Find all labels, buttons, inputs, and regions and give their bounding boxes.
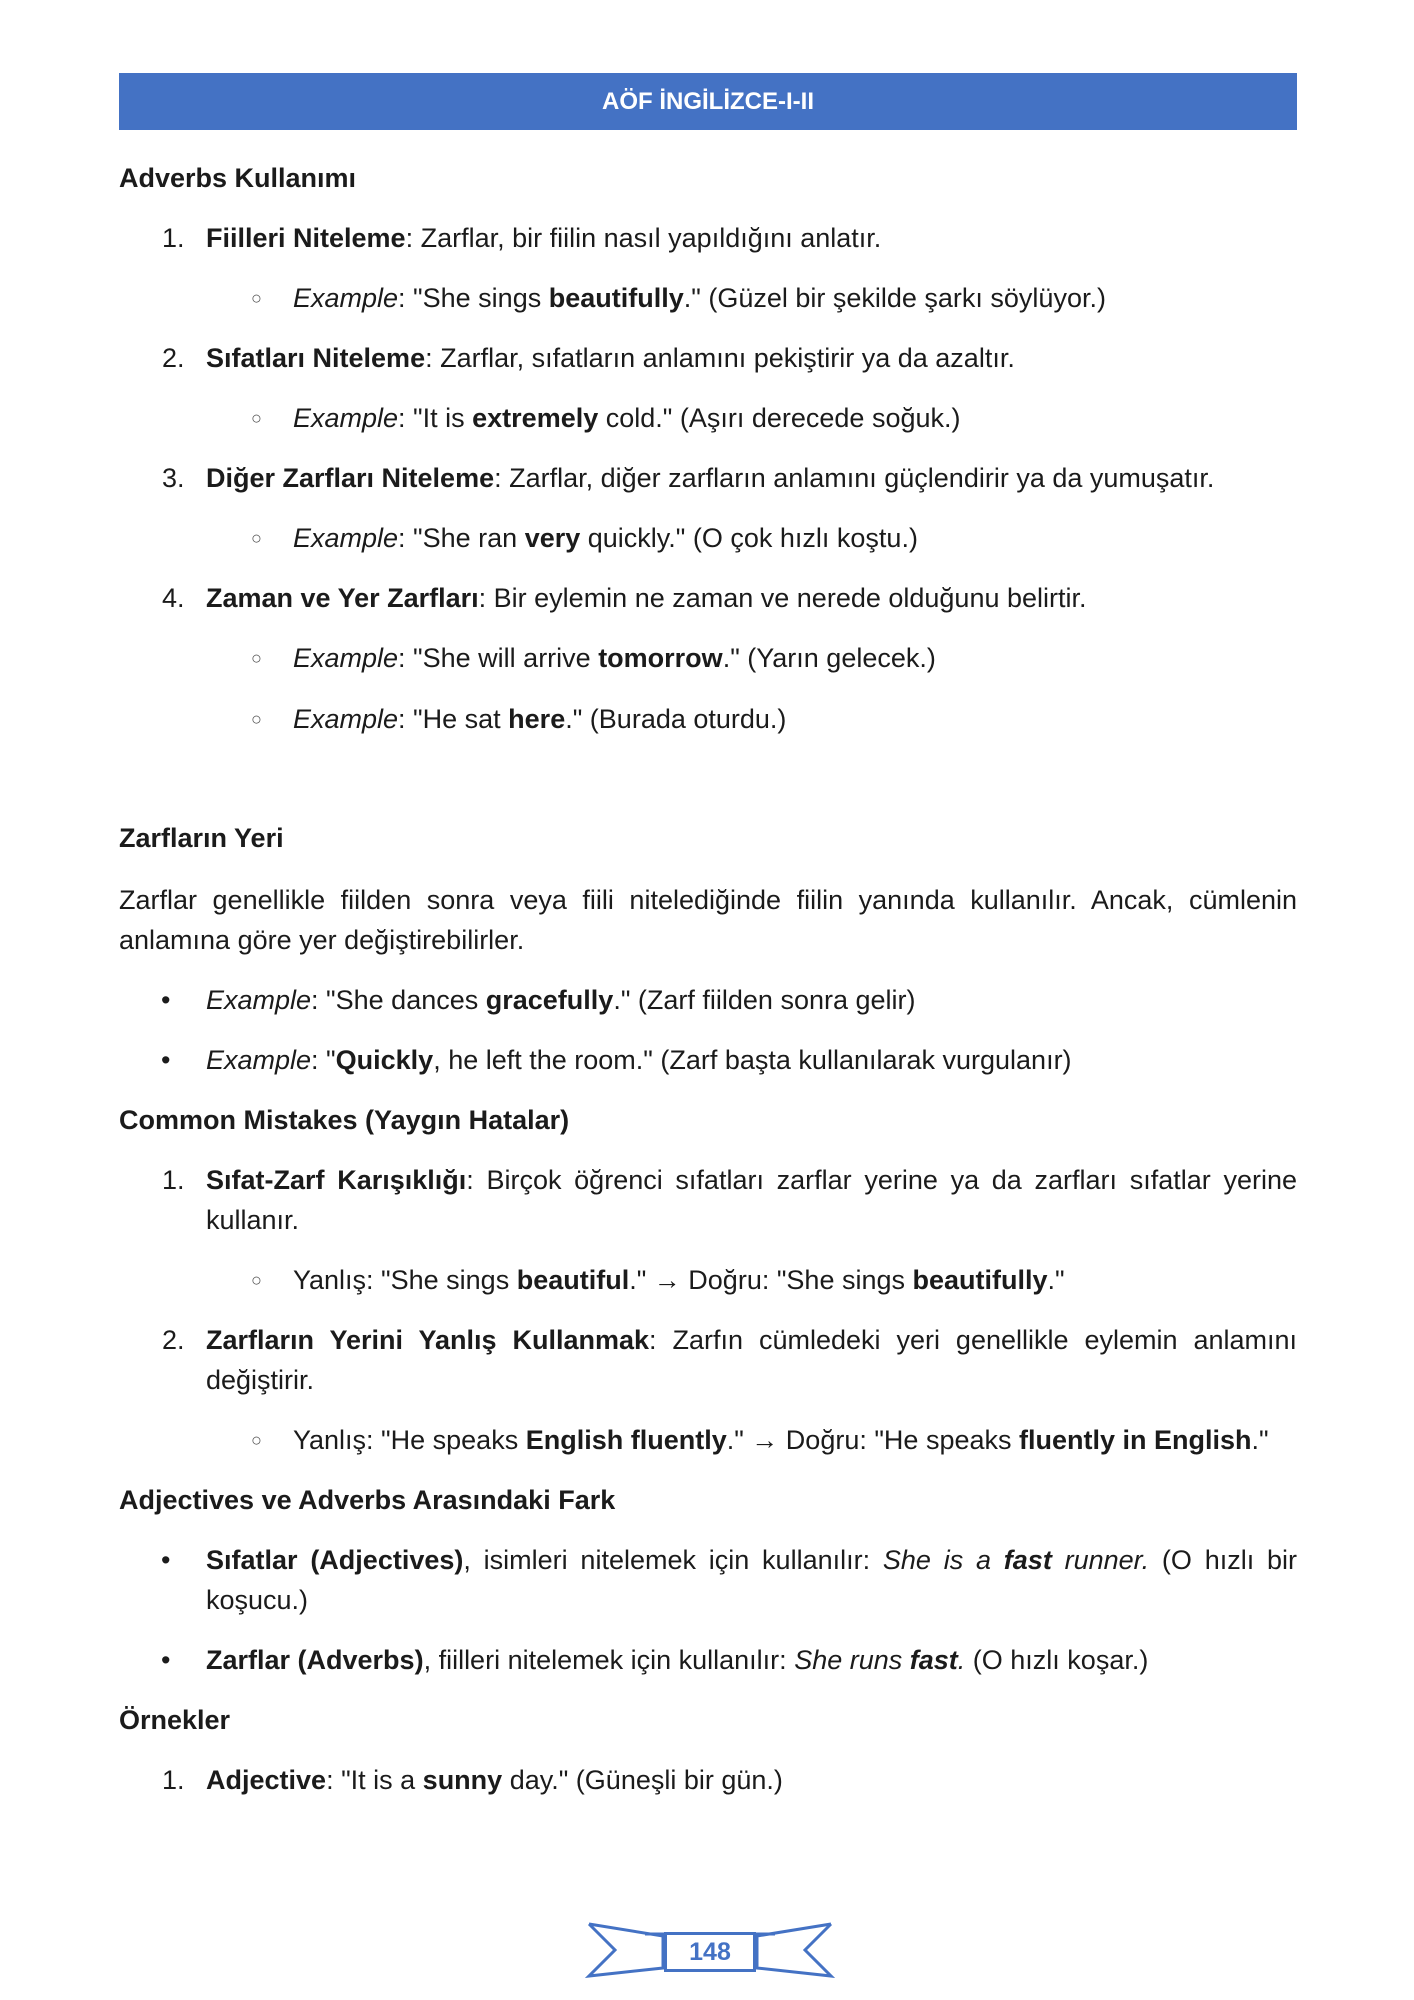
list-number: 4. bbox=[162, 583, 185, 613]
example-italic: She runs bbox=[794, 1645, 910, 1675]
example-label: Example bbox=[293, 643, 399, 673]
description: , fiilleri nitelemek için kullanılır: bbox=[423, 1645, 795, 1675]
example-text: ." (Zarf fiilden sonra gelir) bbox=[613, 985, 916, 1015]
description: : Zarfın cümledeki yeri genellikle eylemin anlamını değiştirir. bbox=[206, 1325, 1298, 1395]
list-item bbox=[119, 338, 1297, 378]
example-text: : "She sings bbox=[398, 283, 549, 313]
list-item bbox=[119, 218, 1297, 258]
example-italic: . bbox=[957, 1645, 966, 1675]
example-bold: tomorrow bbox=[598, 643, 723, 673]
example-label: Example bbox=[293, 523, 399, 553]
section-heading-common-mistakes: Common Mistakes (Yaygın Hatalar) bbox=[119, 1105, 570, 1135]
example-bold: English fluently bbox=[525, 1425, 727, 1455]
page-number-ribbon bbox=[585, 1920, 835, 1980]
term: Zarflar (Adverbs) bbox=[206, 1645, 424, 1675]
list-number: 1. bbox=[162, 1765, 185, 1795]
section-heading-adverbs-usage: Adverbs Kullanımı bbox=[119, 163, 357, 193]
example-bold: beautifully bbox=[912, 1265, 1048, 1295]
bullet-item bbox=[119, 980, 1297, 1020]
description: : Birçok öğrenci sıfatları zarflar yerine ya da zarfları sıfatlar yerine kullanır. bbox=[206, 1165, 1297, 1235]
example-text: : "It is a bbox=[326, 1765, 423, 1795]
circle-bullet-icon: ○ bbox=[251, 709, 262, 729]
example-item bbox=[119, 1260, 1297, 1300]
bullet-item bbox=[119, 1640, 1297, 1680]
example-text: ." (Burada oturdu.) bbox=[565, 704, 787, 734]
list-item bbox=[119, 458, 1297, 498]
example-text: ." → Doğru: "She sings bbox=[629, 1265, 913, 1295]
term: Sıfatları Niteleme bbox=[206, 343, 426, 373]
header-title: AÖF İNGİLİZCE-I-II bbox=[602, 87, 814, 115]
example-item bbox=[119, 398, 1297, 438]
example-text: day." (Güneşli bir gün.) bbox=[502, 1765, 783, 1795]
description: : Zarflar, sıfatların anlamını pekiştirir ya da azaltır. bbox=[425, 343, 1015, 373]
example-text: : "He sat bbox=[398, 704, 509, 734]
example-italic: She is a bbox=[882, 1545, 1004, 1575]
list-number: 1. bbox=[162, 1165, 185, 1195]
example-text: : " bbox=[311, 1045, 336, 1075]
example-item bbox=[119, 638, 1297, 678]
term: Adjective bbox=[206, 1765, 327, 1795]
page-header bbox=[119, 73, 1297, 130]
translation: (O hızlı koşar.) bbox=[965, 1645, 1149, 1675]
term: Zaman ve Yer Zarfları bbox=[206, 583, 479, 613]
bullet-icon: • bbox=[161, 1045, 171, 1075]
example-bold-italic: fast bbox=[1003, 1545, 1052, 1575]
term: Diğer Zarfları Niteleme bbox=[206, 463, 495, 493]
example-text: Yanlış: "She sings bbox=[293, 1265, 517, 1295]
circle-bullet-icon: ○ bbox=[251, 1430, 262, 1450]
term: Zarfların Yerini Yanlış Kullanmak bbox=[206, 1325, 650, 1355]
bullet-icon: • bbox=[161, 985, 171, 1015]
example-text: ." bbox=[1047, 1265, 1065, 1295]
circle-bullet-icon: ○ bbox=[251, 408, 262, 428]
example-text: : "She dances bbox=[311, 985, 486, 1015]
example-bold-italic: fast bbox=[909, 1645, 958, 1675]
example-label: Example bbox=[206, 1045, 312, 1075]
example-bold: here bbox=[508, 704, 566, 734]
paragraph: Zarflar genellikle fiilden sonra veya fiili nitelediğinde fiilin yanında kullanılır. Ancak, cümlenin anlamına göre yer değiştirebilirler. bbox=[119, 885, 1297, 955]
bullet-item bbox=[119, 1540, 1297, 1620]
example-label: Example bbox=[293, 403, 399, 433]
example-text: quickly." (O çok hızlı koştu.) bbox=[580, 523, 918, 553]
example-text: : "She will arrive bbox=[398, 643, 599, 673]
example-text: ." → Doğru: "He speaks bbox=[726, 1425, 1019, 1455]
example-label: Example bbox=[206, 985, 312, 1015]
circle-bullet-icon: ○ bbox=[251, 648, 262, 668]
list-number: 2. bbox=[162, 1325, 185, 1355]
bullet-item bbox=[119, 1040, 1297, 1080]
list-number: 1. bbox=[162, 223, 185, 253]
page-number: 148 bbox=[664, 1932, 756, 1972]
example-bold: fluently in English bbox=[1019, 1425, 1252, 1455]
example-item bbox=[119, 699, 1297, 739]
document-body bbox=[119, 158, 1297, 1800]
example-item bbox=[119, 518, 1297, 558]
term: Fiilleri Niteleme bbox=[206, 223, 406, 253]
example-label: Example bbox=[293, 283, 399, 313]
description: , isimleri nitelemek için kullanılır: bbox=[463, 1545, 883, 1575]
list-item bbox=[119, 1760, 1297, 1800]
example-text: ." (Yarın gelecek.) bbox=[722, 643, 936, 673]
example-item bbox=[119, 1420, 1297, 1460]
section-heading-adj-vs-adv: Adjectives ve Adverbs Arasındaki Fark bbox=[119, 1485, 616, 1515]
example-text: cold." (Aşırı derecede soğuk.) bbox=[598, 403, 961, 433]
list-item bbox=[119, 1160, 1297, 1240]
circle-bullet-icon: ○ bbox=[251, 528, 262, 548]
description: : Zarflar, diğer zarfların anlamını güçlendirir ya da yumuşatır. bbox=[494, 463, 1215, 493]
example-text: ." bbox=[1251, 1425, 1269, 1455]
example-label: Example bbox=[293, 704, 399, 734]
example-bold: beautifully bbox=[548, 283, 684, 313]
term: Sıfatlar (Adjectives) bbox=[206, 1545, 464, 1575]
example-bold: Quickly bbox=[335, 1045, 434, 1075]
example-italic: runner. bbox=[1051, 1545, 1150, 1575]
list-item bbox=[119, 1320, 1297, 1400]
example-bold: sunny bbox=[422, 1765, 503, 1795]
section-heading-examples: Örnekler bbox=[119, 1705, 231, 1735]
section-heading-adverb-position: Zarfların Yeri bbox=[119, 823, 284, 853]
description: : Bir eylemin ne zaman ve nerede olduğunu belirtir. bbox=[478, 583, 1087, 613]
translation: (O hızlı bir koşucu.) bbox=[206, 1545, 1297, 1615]
example-bold: gracefully bbox=[485, 985, 614, 1015]
example-bold: very bbox=[524, 523, 581, 553]
list-number: 3. bbox=[162, 463, 185, 493]
bullet-icon: • bbox=[161, 1545, 171, 1575]
example-text: Yanlış: "He speaks bbox=[293, 1425, 526, 1455]
example-text: , he left the room." (Zarf başta kullanılarak vurgulanır) bbox=[433, 1045, 1072, 1075]
circle-bullet-icon: ○ bbox=[251, 288, 262, 308]
circle-bullet-icon: ○ bbox=[251, 1270, 262, 1290]
example-text: ." (Güzel bir şekilde şarkı söylüyor.) bbox=[683, 283, 1106, 313]
example-bold: beautiful bbox=[516, 1265, 630, 1295]
description: : Zarflar, bir fiilin nasıl yapıldığını anlatır. bbox=[405, 223, 882, 253]
example-text: : "She ran bbox=[398, 523, 525, 553]
list-number: 2. bbox=[162, 343, 185, 373]
bullet-icon: • bbox=[161, 1645, 171, 1675]
example-item bbox=[119, 278, 1297, 318]
list-item bbox=[119, 578, 1297, 618]
term: Sıfat-Zarf Karışıklığı bbox=[206, 1165, 467, 1195]
example-bold: extremely bbox=[472, 403, 599, 433]
example-text: : "It is bbox=[398, 403, 473, 433]
